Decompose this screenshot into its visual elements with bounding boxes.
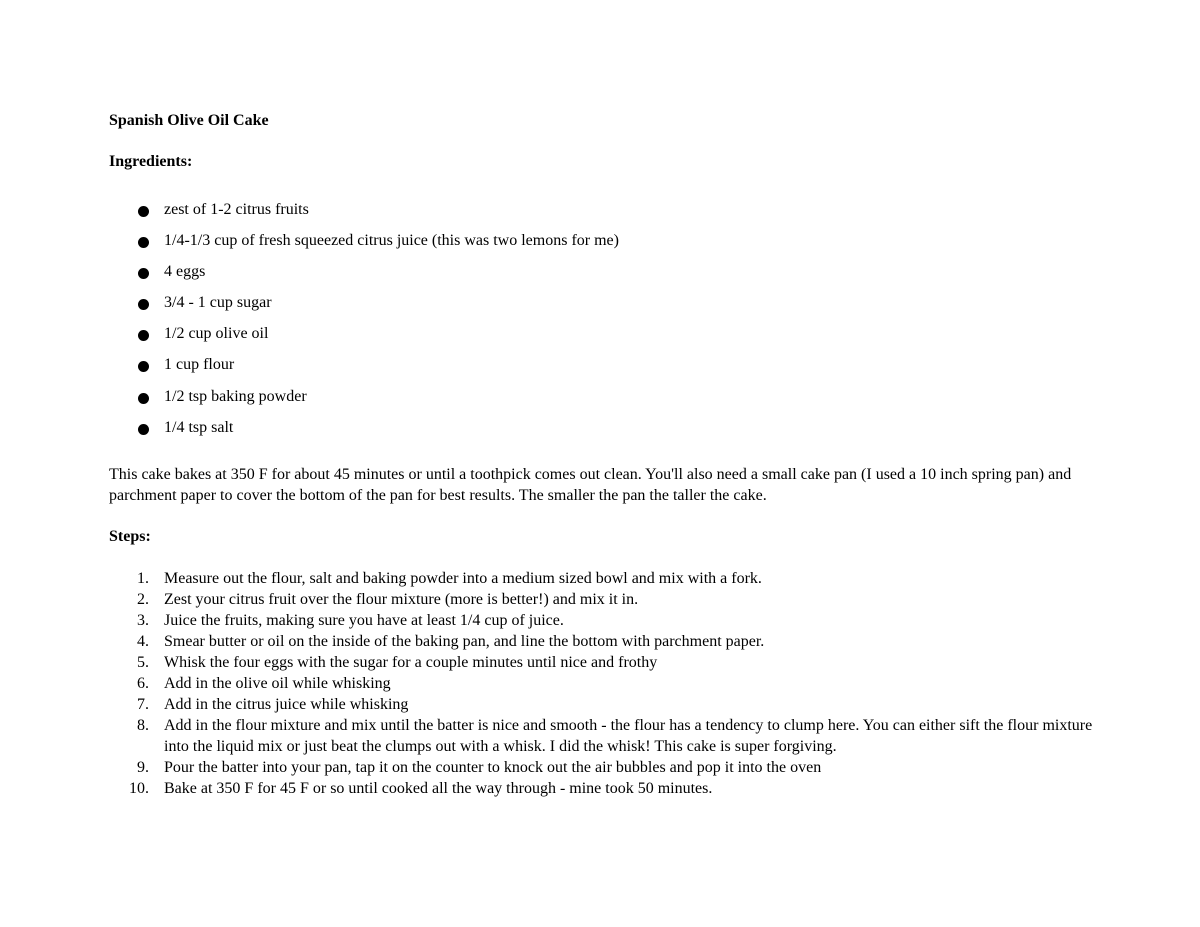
ingredient-text: 1/4 tsp salt bbox=[164, 418, 234, 436]
step-text: Bake at 350 F for 45 F or so until cooked all the way through - mine took 50 minutes. bbox=[164, 780, 713, 797]
document-title: Spanish Olive Oil Cake bbox=[109, 112, 269, 129]
ingredient-item bbox=[109, 418, 619, 449]
step-item bbox=[109, 694, 1099, 715]
step-text: Juice the fruits, making sure you have at least 1/4 cup of juice. bbox=[164, 612, 564, 629]
step-number: 6. bbox=[137, 675, 149, 692]
step-number: 7. bbox=[137, 696, 149, 713]
bullet-icon bbox=[138, 299, 149, 310]
step-number: 8. bbox=[137, 717, 149, 734]
step-item bbox=[109, 652, 1099, 673]
step-text: Smear butter or oil on the inside of the baking pan, and line the bottom with parchment paper. bbox=[164, 633, 765, 650]
step-number: 2. bbox=[137, 591, 149, 608]
steps-heading: Steps: bbox=[109, 528, 151, 545]
ingredient-item bbox=[109, 200, 619, 231]
ingredient-item bbox=[109, 231, 619, 262]
ingredient-item bbox=[109, 355, 619, 386]
ingredient-text: 3/4 - 1 cup sugar bbox=[164, 294, 272, 312]
bullet-icon bbox=[138, 393, 149, 404]
ingredient-item bbox=[109, 387, 619, 418]
step-number: 5. bbox=[137, 654, 149, 671]
step-item bbox=[109, 631, 1099, 652]
bullet-icon bbox=[138, 330, 149, 341]
step-item bbox=[109, 715, 1099, 757]
ingredients-heading: Ingredients: bbox=[109, 153, 193, 170]
step-number: 9. bbox=[137, 759, 149, 776]
step-text: Add in the flour mixture and mix until the batter is nice and smooth - the flour has a tendency to clump here. You can either sift the flour mixture into the liquid mix or just beat the clumps out with a whisk. I did the whisk! This cake is super forgiving. bbox=[164, 717, 1093, 755]
step-number: 4. bbox=[137, 633, 149, 650]
bullet-icon bbox=[138, 237, 149, 248]
ingredient-text: 4 eggs bbox=[164, 263, 206, 281]
bullet-icon bbox=[138, 268, 149, 279]
step-text: Add in the citrus juice while whisking bbox=[164, 696, 409, 713]
step-text: Add in the olive oil while whisking bbox=[164, 675, 391, 692]
ingredient-item bbox=[109, 324, 619, 355]
bullet-icon bbox=[138, 361, 149, 372]
ingredients-list bbox=[109, 200, 619, 449]
step-number: 1. bbox=[137, 570, 149, 587]
ingredient-item bbox=[109, 293, 619, 324]
bullet-icon bbox=[138, 424, 149, 435]
steps-list bbox=[109, 568, 1099, 799]
ingredient-text: 1 cup flour bbox=[164, 356, 235, 374]
bullet-icon bbox=[138, 206, 149, 217]
ingredient-text: 1/2 tsp baking powder bbox=[164, 387, 307, 405]
baking-note: This cake bakes at 350 F for about 45 minutes or until a toothpick comes out clean. You'll also need a small cake pan (I used a 10 inch spring pan) and parchment paper to cover the bottom of the pan for best results. The smaller the pan the taller the cake. bbox=[109, 466, 1072, 504]
step-item bbox=[109, 778, 1099, 799]
step-number: 10. bbox=[129, 780, 149, 797]
ingredient-text: 1/4-1/3 cup of fresh squeezed citrus juice (this was two lemons for me) bbox=[164, 232, 619, 250]
step-item bbox=[109, 757, 1099, 778]
step-text: Zest your citrus fruit over the flour mixture (more is better!) and mix it in. bbox=[164, 591, 639, 608]
step-item bbox=[109, 589, 1099, 610]
step-text: Measure out the flour, salt and baking powder into a medium sized bowl and mix with a fork. bbox=[164, 570, 762, 587]
step-text: Whisk the four eggs with the sugar for a couple minutes until nice and frothy bbox=[164, 654, 658, 671]
step-item bbox=[109, 610, 1099, 631]
ingredient-text: 1/2 cup olive oil bbox=[164, 325, 269, 343]
ingredient-item bbox=[109, 262, 619, 293]
step-item bbox=[109, 568, 1099, 589]
step-item bbox=[109, 673, 1099, 694]
step-number: 3. bbox=[137, 612, 149, 629]
step-text: Pour the batter into your pan, tap it on the counter to knock out the air bubbles and pop it into the oven bbox=[164, 759, 822, 776]
ingredient-text: zest of 1-2 citrus fruits bbox=[164, 201, 309, 218]
